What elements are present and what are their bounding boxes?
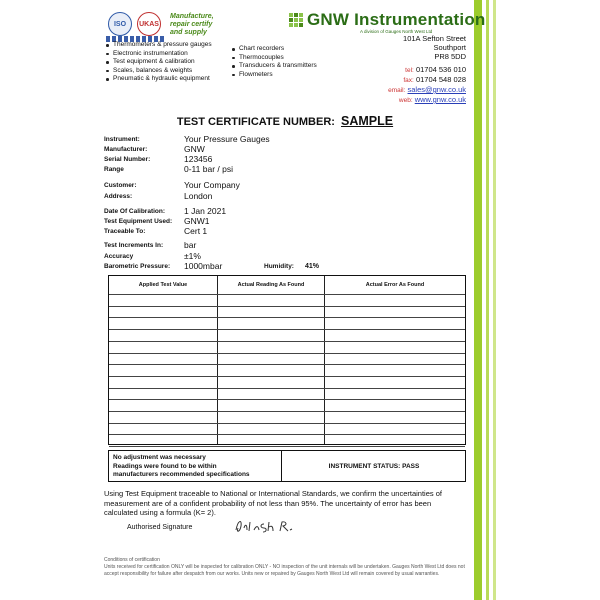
fax-row bbox=[388, 75, 466, 85]
adjustment-line: No adjustment was necessary bbox=[113, 454, 206, 461]
green-stripe-thin bbox=[486, 0, 489, 600]
web-label: web: bbox=[398, 97, 413, 104]
tagline-line: Manufacture, bbox=[170, 13, 214, 20]
iso-seal-icon: ISO bbox=[108, 12, 132, 36]
field-label-calibration-date: Date Of Calibration: bbox=[104, 208, 166, 215]
gnw-grid-icon bbox=[289, 13, 303, 27]
field-value-range: 0-11 bar / psi bbox=[184, 164, 233, 174]
certificate-title bbox=[104, 114, 466, 128]
adjustment-line: Readings were found to be within bbox=[113, 462, 217, 470]
field-label-increments: Test Increments In: bbox=[104, 242, 164, 249]
field-value-increments: bar bbox=[184, 240, 197, 250]
field-label-accuracy: Accuracy bbox=[104, 253, 134, 260]
web-row bbox=[388, 95, 466, 105]
field-value-customer: Your Company bbox=[184, 180, 240, 190]
table-row-line bbox=[109, 341, 465, 342]
list-item: Chart recorders bbox=[230, 45, 317, 54]
field-label-traceable: Traceable To: bbox=[104, 228, 146, 235]
list-item: Pneumatic & hydraulic equipment bbox=[104, 75, 212, 84]
field-value-traceable: Cert 1 bbox=[184, 226, 208, 236]
conditions-text: Units received for certification ONLY will be inspected for calibration ONLY - NO inspection of the unit internals will be undertaken. Gauges North West Ltd does not accept responsibility for failure after despatch from our works. Units new or repaired by Gauges North West Ltd will remain covered by usual warranties. bbox=[104, 564, 465, 577]
table-header-error: Actual Error As Found bbox=[365, 282, 425, 288]
tagline-line: repair certify bbox=[170, 21, 213, 28]
services-list-left bbox=[104, 41, 212, 84]
brand-name: GNW Instrumentation bbox=[307, 10, 486, 29]
tagline-line: and supply bbox=[170, 29, 207, 36]
field-value-manufacturer: GNW bbox=[184, 144, 205, 154]
green-stripe bbox=[474, 0, 482, 600]
table-row-line bbox=[109, 411, 465, 412]
field-label-test-equipment: Test Equipment Used: bbox=[104, 218, 173, 225]
table-row-line bbox=[109, 317, 465, 318]
signature-icon bbox=[232, 516, 302, 536]
fax-label: fax: bbox=[403, 77, 414, 84]
table-row-line bbox=[109, 306, 465, 307]
field-label-instrument: Instrument: bbox=[104, 136, 140, 143]
ukas-seal-icon: UKAS bbox=[137, 12, 161, 36]
field-value-barometric: 1000mbar bbox=[184, 261, 223, 271]
field-label-serial: Serial Number: bbox=[104, 156, 151, 163]
green-stripe-faint bbox=[493, 0, 496, 600]
table-row-line bbox=[109, 399, 465, 400]
table-row-line bbox=[109, 446, 465, 447]
signature-label: Authorised Signature bbox=[127, 524, 193, 531]
certificate-number: SAMPLE bbox=[341, 114, 394, 128]
list-item: Test equipment & calibration bbox=[104, 58, 212, 67]
brand-subtitle: A division of Gauges North West Ltd bbox=[360, 29, 433, 34]
address-line: PR8 5DD bbox=[434, 52, 466, 61]
instrument-status: INSTRUMENT STATUS: PASS bbox=[328, 463, 420, 470]
tel-label: tel: bbox=[405, 67, 414, 74]
table-row-line bbox=[109, 353, 465, 354]
status-box bbox=[108, 450, 466, 482]
field-value-accuracy: ±1% bbox=[184, 251, 201, 261]
field-label-address: Address: bbox=[104, 193, 133, 200]
email-row bbox=[388, 85, 466, 95]
table-column-divider bbox=[217, 276, 218, 444]
field-value-address: London bbox=[184, 191, 213, 201]
adjustment-note bbox=[113, 454, 278, 480]
humidity-value: 41% bbox=[305, 263, 320, 270]
web-link[interactable]: www.gnw.co.uk bbox=[414, 95, 466, 104]
results-table bbox=[108, 275, 466, 445]
services-list-right bbox=[230, 45, 317, 79]
table-row-line bbox=[109, 423, 465, 424]
tagline bbox=[170, 13, 240, 37]
list-item: Flowmeters bbox=[230, 71, 317, 80]
field-value-instrument: Your Pressure Gauges bbox=[184, 134, 270, 144]
field-value-calibration-date: 1 Jan 2021 bbox=[184, 206, 227, 216]
field-label-barometric: Barometric Pressure: bbox=[104, 263, 171, 270]
table-row-line bbox=[109, 294, 465, 295]
certificate-title-text: TEST CERTIFICATE NUMBER: bbox=[176, 116, 335, 128]
adjustment-line: manufacturers recommended specifications bbox=[113, 471, 250, 478]
field-label-manufacturer: Manufacturer: bbox=[104, 146, 148, 153]
table-header-reading: Actual Reading As Found bbox=[237, 282, 305, 288]
table-row-line bbox=[109, 434, 465, 435]
email-label: email: bbox=[388, 87, 406, 94]
conditions-title: Conditions of certification bbox=[104, 557, 160, 563]
table-row-line bbox=[109, 388, 465, 389]
list-item: Thermocouples bbox=[230, 54, 317, 63]
field-value-serial: 123456 bbox=[184, 154, 213, 164]
list-item: Electronic instrumentation bbox=[104, 50, 212, 59]
brand-logo bbox=[289, 9, 486, 31]
address-line: Southport bbox=[433, 43, 466, 52]
table-header-applied: Applied Test Value bbox=[138, 282, 188, 288]
table-column-divider bbox=[324, 276, 325, 444]
field-value-test-equipment: GNW1 bbox=[184, 216, 210, 226]
table-row-line bbox=[109, 376, 465, 377]
table-row-line bbox=[109, 364, 465, 365]
list-item: Transducers & transmitters bbox=[230, 62, 317, 71]
traceability-statement: Using Test Equipment traceable to National or International Standards, we confirm the uncertainties of measurement are of a confident probability of not less than 95%. The uncertainty of error has been calculated using a formula (K= 2). bbox=[104, 489, 442, 517]
field-label-range: Range bbox=[104, 166, 124, 173]
email-link[interactable]: sales@gnw.co.uk bbox=[407, 85, 466, 94]
humidity-label: Humidity: bbox=[264, 263, 294, 270]
tel-value: 01704 536 010 bbox=[415, 65, 466, 74]
address-line: 101A Sefton Street bbox=[403, 34, 466, 43]
list-item: Thermometers & pressure gauges bbox=[104, 41, 212, 50]
tel-row bbox=[388, 65, 466, 75]
company-address bbox=[388, 34, 466, 105]
fax-value: 01704 548 028 bbox=[415, 75, 466, 84]
field-label-customer: Customer: bbox=[104, 182, 137, 189]
table-row-line bbox=[109, 329, 465, 330]
list-item: Scales, balances & weights bbox=[104, 67, 212, 76]
